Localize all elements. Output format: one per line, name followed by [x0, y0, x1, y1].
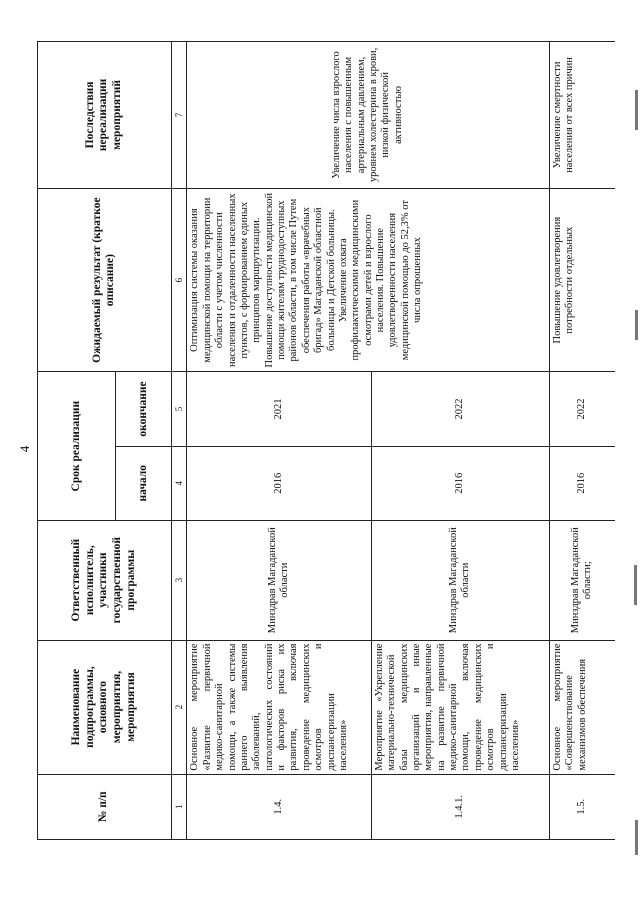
- header-no: № п/п: [38, 774, 172, 839]
- non-implementation-consequences: Увеличение числа взрослого населения с повышенным артериальным давлением, уровнем холестерина в крови, низкой физической активностью: [187, 42, 549, 189]
- column-number: 4: [171, 446, 187, 520]
- expected-result: Оптимизация системы оказания медицинской помощи на территории области с учетом численности населения и отдаленности населенных пунктов, с формированием единых принципов маршрутизации. Повышение доступности медицинской помощи жителям труднодоступных районов области, в том числе Путем обеспечения работы «врачебных бригад» Магаданской областной больницы и Детской больницы. Увеличение охвата профилактическими медицинскими осмотрами детей и взрослого населения. Повышение удовлетворенности населения медицинской помощью до 52,3% от числа опрошенных: [187, 188, 549, 372]
- rotated-table-wrapper: [37, 41, 615, 840]
- row-number: 1.4.: [187, 774, 371, 839]
- row-number: 1.5.: [549, 774, 615, 839]
- header-row-top: [38, 42, 116, 840]
- responsible-executor: Минздрав Магаданской области: [187, 520, 371, 640]
- expected-result: Повышение удовлетворения потребности отдельных: [549, 188, 615, 372]
- scan-edge-mark: [635, 310, 638, 340]
- scan-edge-mark: [635, 90, 638, 130]
- event-name: Мероприятие «Укрепление материально-технической базы медицинских организаций и иные мероприятия, направленные на развитие первичной медико-санитарной помощи, включая проведение медицинских осмотров и диспансеризации населения»: [371, 640, 549, 774]
- responsible-executor: Минздрав Магаданской области;: [549, 520, 615, 640]
- program-events-table: [37, 41, 615, 840]
- scan-edge-mark: [634, 565, 637, 605]
- column-number: 6: [171, 188, 187, 372]
- responsible-executor: Минздрав Магаданской области: [371, 520, 549, 640]
- header-period: Срок реализации: [38, 372, 116, 520]
- column-number: 2: [171, 640, 187, 774]
- column-number: 5: [171, 372, 187, 446]
- row-number: 1.4.1.: [371, 774, 549, 839]
- column-number: 7: [171, 42, 187, 189]
- header-name: Наименование подпрограммы, основного мероприятия, мероприятия: [38, 640, 172, 774]
- event-name: Основное мероприятие «Совершенствование механизмов обеспечения: [549, 640, 615, 774]
- end-year: 2022: [371, 372, 549, 446]
- header-consequences: Последствия нереализации мероприятий: [38, 42, 172, 189]
- table-row: [187, 42, 371, 840]
- event-name: Основное мероприятие «Развитие первичной медико-санитарной помощи, а также системы раннего выявления заболеваний, патологических состояний и факторов риска их развития, включая проведение медицинских осмотров и диспансеризации населения»: [187, 640, 371, 774]
- header-start: начало: [116, 446, 171, 520]
- start-year: 2016: [187, 446, 371, 520]
- start-year: 2016: [549, 446, 615, 520]
- header-end: окончание: [116, 372, 171, 446]
- scan-edge-mark: [635, 820, 638, 855]
- header-responsible: Ответственный исполнитель, участники государственной программы: [38, 520, 172, 640]
- header-result: Ожидаемый результат (краткое описание): [38, 188, 172, 372]
- column-number: 3: [171, 520, 187, 640]
- table-row: [549, 42, 615, 840]
- end-year: 2022: [549, 372, 615, 446]
- page-number: 4: [17, 445, 32, 453]
- non-implementation-consequences: Увеличение смертности населения от всех причин: [549, 42, 615, 189]
- column-number: 1: [171, 774, 187, 839]
- column-number-row: [171, 42, 187, 840]
- end-year: 2021: [187, 372, 371, 446]
- start-year: 2016: [371, 446, 549, 520]
